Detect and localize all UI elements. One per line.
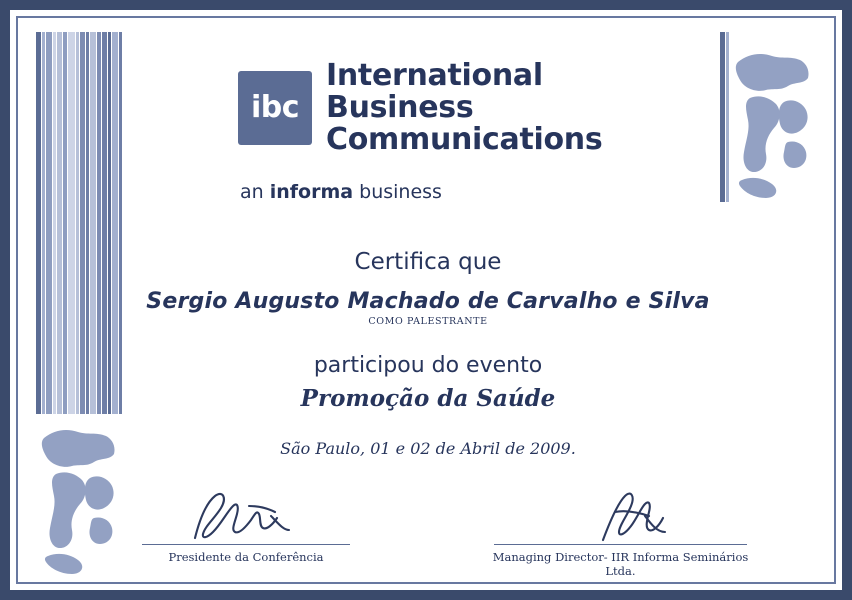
ibc-logo-wordmark: [326, 60, 728, 155]
signature-block-managing-director: [488, 486, 753, 578]
signature-line-managing-director: [494, 544, 747, 545]
ibc-logo-line-1: International: [326, 58, 543, 93]
tagline-prefix: an: [240, 181, 270, 204]
recipient-name: Sergio Augusto Machado de Carvalho e Silva: [146, 289, 710, 315]
place-and-date: São Paulo, 01 e 02 de Abril de 2009.: [280, 439, 576, 459]
signature-line-president: [142, 544, 350, 545]
signature-mark-managing-director: [488, 486, 753, 544]
recipient-role: COMO PALESTRANTE: [368, 316, 488, 328]
ibc-logo-mark-text: ibc: [250, 89, 300, 125]
globe-graphic-bottom-left: [36, 414, 122, 584]
signature-mark-president: [136, 486, 356, 544]
globe-graphic-top-right: [730, 32, 816, 202]
certificate-content: [128, 36, 728, 458]
event-name: Promoção da Saúde: [300, 385, 556, 413]
tagline-suffix: business: [353, 181, 442, 204]
signature-label-managing-director: Managing Director- IIR Informa Seminários Ltda.: [492, 550, 749, 578]
certifies-label: Certifica que: [354, 249, 502, 276]
signature-block-president: [136, 486, 356, 564]
ibc-logo: [238, 60, 728, 155]
tagline-brand: informa: [269, 181, 354, 204]
ibc-logo-line-2: Business Communications: [326, 89, 603, 157]
ibc-logo-mark: [238, 71, 312, 145]
participation-label: participou do evento: [313, 353, 543, 379]
certificate-body: [128, 249, 728, 458]
certificate-inner-border: [16, 16, 836, 584]
informa-tagline: [240, 181, 728, 203]
signature-label-president: Presidente da Conferência: [168, 550, 324, 564]
